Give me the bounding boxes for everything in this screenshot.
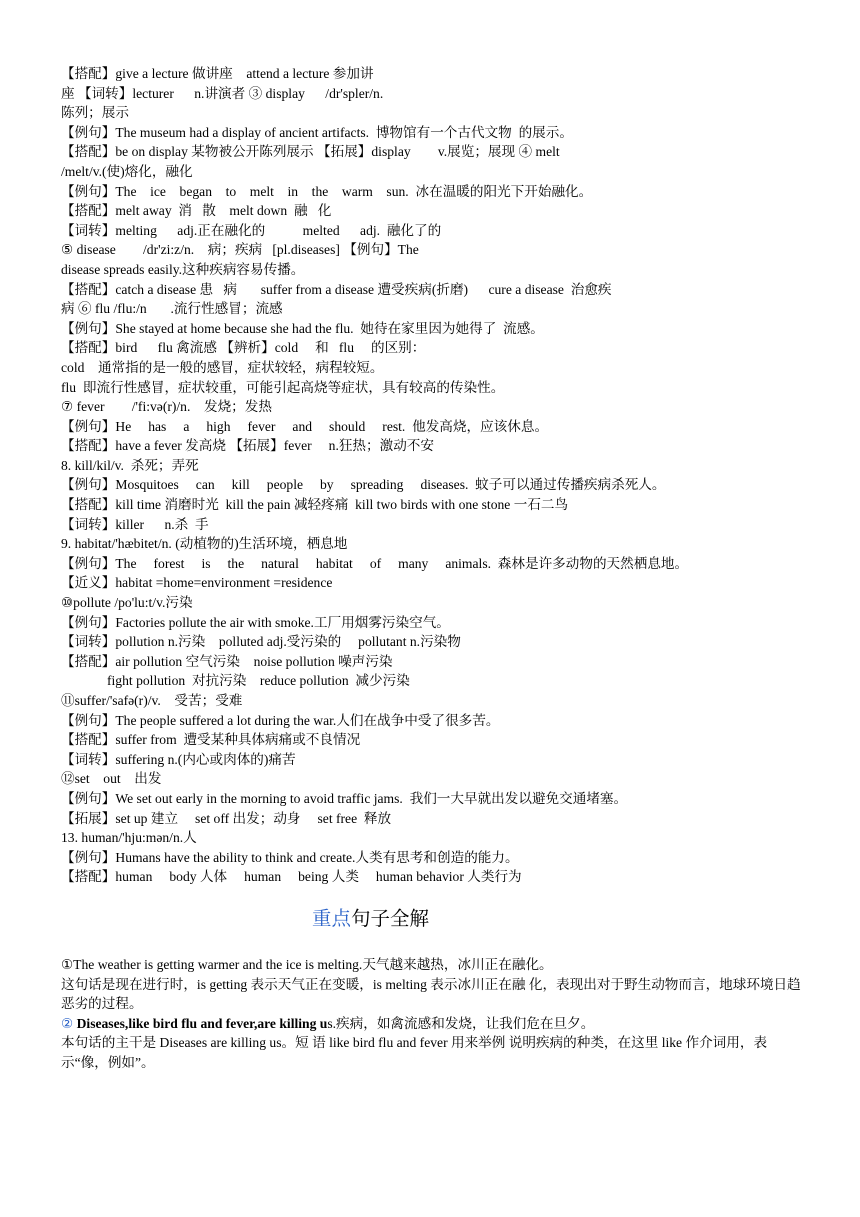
vocab-line: 【搭配】melt away 消 散 melt down 融 化 [61, 203, 332, 219]
vocab-line: 【搭配】kill time 消磨时光 kill the pain 减轻疼痛 kill two birds with one stone 一石二鸟 [61, 497, 569, 513]
vocab-line: 13. human/'hju:mən/n.人 [61, 830, 197, 846]
vocab-line-fever: ⑦ fever /'fi:və(r)/n. 发烧；发热 [61, 399, 272, 415]
vocab-line: 【例句】We set out early in the morning to avoid traffic jams. 我们一大早就出发以避免交通堵塞。 [61, 790, 628, 806]
heading-rest: 句子全解 [351, 906, 430, 930]
vocab-line: 【拓展】set up 建立 set off 出发；动身 set free 释放 [61, 810, 392, 826]
vocab-line: 【例句】The forest is the natural habitat of many animals. 森林是许多动物的天然栖息地。 [61, 555, 689, 571]
vocab-line: 【例句】The museum had a display of ancient artifacts. 博物馆有一个古代文物 的展示。 [61, 124, 573, 140]
sentence-2 [61, 1014, 811, 1034]
vocab-line: 【搭配】human body 人体 human being 人类 human behavior 人类行为 [61, 869, 522, 885]
vocab-line: 【搭配】catch a disease 患 病 suffer from a disease 遭受疾病(折磨) cure a disease 治愈疾 [61, 281, 612, 297]
vocab-line: 【搭配】have a fever 发高烧 【拓展】fever n.狂热；激动不安 [61, 438, 434, 454]
vocab-line: ⑫set out 出发 [61, 771, 162, 787]
vocab-line: 【例句】Mosquitoes can kill people by spreading diseases. 蚊子可以通过传播疾病杀死人。 [61, 477, 666, 493]
vocab-line: 【词转】melting adj.正在融化的 melted adj. 融化了的 [61, 222, 442, 238]
vocab-line: /melt/v.(使)熔化，融化 [61, 163, 193, 179]
vocab-line: cold 通常指的是一般的感冒，症状较轻，病程较短。 [61, 359, 384, 375]
section-heading-block [61, 887, 811, 955]
sentence-2-rest: s.疾病，如禽流感和发烧，让我们危在旦夕。 [327, 1015, 595, 1031]
vocab-line: 【搭配】air pollution 空气污染 noise pollution 噪声污染 [61, 653, 393, 669]
circled-number-2: ② [61, 1015, 74, 1031]
vocab-line: 【搭配】give a lecture 做讲座 attend a lecture 参加讲 [61, 66, 374, 81]
vocab-line: 【例句】The people suffered a lot during the war.人们在战争中受了很多苦。 [61, 712, 500, 728]
vocab-line: 陈列；展示 [61, 105, 129, 121]
vocab-line-flu: 病 ⑥ flu /flu:/n .流行性感冒；流感 [61, 301, 283, 317]
vocab-line: 【例句】Humans have the ability to think and create.人类有思考和创造的能力。 [61, 849, 519, 865]
vocab-line: 【例句】The ice began to melt in the warm sun. 冰在温暖的阳光下开始融化。 [61, 183, 593, 199]
vocab-line: 【搭配】suffer from 遭受某种具体病痛或不良情况 [61, 732, 361, 748]
vocab-line: flu 即流行性感冒，症状较重，可能引起高烧等症状，具有较高的传染性。 [61, 379, 505, 395]
sentence-1: ①The weather is getting warmer and the ice is melting.天气越来越热，冰川正在融化。 [61, 956, 553, 972]
vocab-line: 【词转】suffering n.(内心或肉体的)痛苦 [61, 751, 296, 767]
vocab-line: 8. kill/kil/v. 杀死；弄死 [61, 457, 199, 473]
vocab-line: 【搭配】be on display 某物被公开陈列展示 【拓展】display v.展览；展现 ④ melt [61, 144, 560, 160]
vocab-line: 【例句】He has a high fever and should rest. 他发高烧，应该休息。 [61, 418, 549, 434]
sentence-2-bold: Diseases,like bird flu and fever,are killing u [76, 1015, 328, 1031]
vocab-line: 9. habitat/'hæbitet/n. (动植物的)生活环境，栖息地 [61, 536, 348, 552]
document-page [61, 64, 811, 1073]
vocab-line: 【近义】habitat =home=environment =residence [61, 575, 333, 591]
vocab-line: ⑩pollute /po'lu:t/v.污染 [61, 595, 193, 611]
vocab-line: ⑪suffer/'safə(r)/v. 受苦；受难 [61, 693, 243, 708]
heading-highlight: 重点 [312, 906, 352, 930]
vocab-line: 座 【词转】lecturer n.讲演者 ③ display /dr'spler/n. [61, 85, 384, 101]
sentence-2-explanation: 本句话的主干是 Diseases are killing us。短 语 like bird flu and fever 用来举例 说明疾病的种类，在这里 like 作介词用，表示“像，例如”。 [61, 1035, 768, 1070]
vocab-line: 【词转】pollution n.污染 polluted adj.受污染的 pollutant n.污染物 [61, 634, 461, 650]
vocab-line-disease: ⑤ disease /dr'zi:z/n. 病；疾病 [pl.diseases] 【例句】The [61, 242, 419, 258]
vocab-line: 【例句】She stayed at home because she had the flu. 她待在家里因为她得了 流感。 [61, 320, 544, 336]
vocab-line: disease spreads easily.这种疾病容易传播。 [61, 261, 305, 277]
vocab-line: 【例句】Factories pollute the air with smoke.工厂用烟雾污染空气。 [61, 614, 450, 630]
sentence-1-explanation: 这句话是现在进行时，is getting 表示天气正在变暖，is melting 表示冰川正在融 化，表现出对于野生动物而言，地球环境日趋恶劣的过程。 [61, 976, 801, 1012]
vocab-line-indented: fight pollution 对抗污染 reduce pollution 减少污染 [107, 673, 410, 689]
vocab-line: 【搭配】bird flu 禽流感 【辨析】cold 和 flu 的区别： [61, 340, 426, 356]
section-heading [312, 905, 429, 933]
vocab-line: 【词转】killer n.杀 手 [61, 516, 209, 532]
